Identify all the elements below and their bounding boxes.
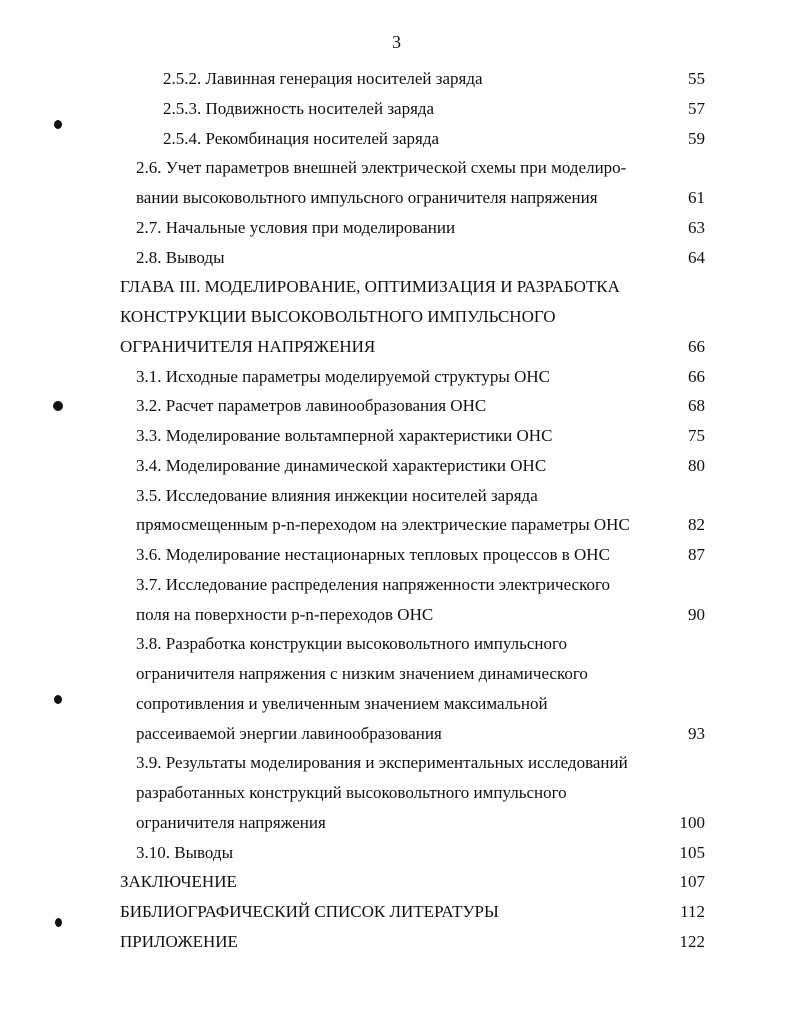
toc-entry-text: разработанных конструкций высоковольтного импульсного	[136, 783, 567, 802]
toc-entry-text: ПРИЛОЖЕНИЕ	[120, 932, 238, 951]
toc-entry-page: 64	[688, 248, 705, 267]
toc-entry-text: ограничителя напряжения	[136, 813, 326, 832]
scan-speck	[55, 918, 62, 927]
toc-entry-text: 2.5.2. Лавинная генерация носителей заряда	[163, 69, 483, 88]
toc-entry-text: 3.6. Моделирование нестационарных тепловых процессов в ОНС	[136, 545, 610, 564]
toc-entry-text: сопротивления и увеличенным значением максимальной	[136, 694, 548, 713]
toc-entry-text: рассеиваемой энергии лавинообразования	[136, 724, 442, 743]
toc-entry-text: 3.2. Расчет параметров лавинообразования ОНС	[136, 396, 487, 415]
toc-entry-page: 90	[688, 605, 705, 624]
toc-entry-page: 105	[679, 843, 705, 862]
toc-entry-page: 68	[688, 396, 705, 415]
toc-entry-page: 93	[688, 724, 705, 743]
toc-entry-text: 2.6. Учет параметров внешней электрической схемы при моделиро-	[136, 158, 627, 177]
scan-speck	[53, 401, 63, 411]
toc-entry-page: 63	[688, 218, 705, 237]
scan-speck	[54, 120, 62, 129]
toc-entry-text: БИБЛИОГРАФИЧЕСКИЙ СПИСОК ЛИТЕРАТУРЫ	[120, 902, 499, 921]
toc-entry-text: поля на поверхности p-n-переходов ОНС	[136, 605, 434, 624]
toc-entry-text: 2.7. Начальные условия при моделировании	[136, 218, 456, 237]
toc-entry-page: 107	[679, 872, 705, 891]
toc-entry-page: 61	[688, 188, 705, 207]
toc-entry-text: 2.5.4. Рекомбинация носителей заряда	[163, 129, 440, 148]
toc-entry-text: вании высоковольтного импульсного ограничителя напряжения	[136, 188, 598, 207]
toc-entry-text: 3.10. Выводы	[136, 843, 234, 862]
toc-entry-text: ограничителя напряжения с низким значением динамического	[136, 664, 588, 683]
toc-entry-page: 112	[680, 902, 705, 921]
toc-entry-page: 87	[688, 545, 705, 564]
scan-speck	[54, 695, 62, 704]
toc-entry-page: 82	[688, 515, 705, 534]
toc-entry-text: 3.1. Исходные параметры моделируемой структуры ОНС	[136, 367, 550, 386]
toc-entry-page: 122	[679, 932, 705, 951]
toc-entry-text: ЗАКЛЮЧЕНИЕ	[120, 872, 237, 891]
toc-entry-page: 75	[688, 426, 705, 445]
toc-entry-text: 3.3. Моделирование вольтамперной характеристики ОНС	[136, 426, 553, 445]
toc-entry-page: 100	[679, 813, 705, 832]
toc-entry-text: 3.8. Разработка конструкции высоковольтного импульсного	[136, 634, 568, 653]
toc-entry-text: 3.9. Результаты моделирования и экспериментальных исследований	[136, 753, 628, 772]
toc-entry-text: 3.4. Моделирование динамической характеристики ОНС	[136, 456, 547, 475]
toc-entry-text: 3.7. Исследование распределения напряженности электрического	[136, 575, 611, 594]
toc-entry-page: 55	[688, 69, 705, 88]
toc-entry-text: КОНСТРУКЦИИ ВЫСОКОВОЛЬТНОГО ИМПУЛЬСНОГО	[120, 307, 556, 326]
page-number: 3	[392, 32, 401, 52]
toc-entry-page: 57	[688, 99, 705, 118]
toc-entry-text: ОГРАНИЧИТЕЛЯ НАПРЯЖЕНИЯ	[120, 337, 376, 356]
toc-entry-text: 2.8. Выводы	[136, 248, 225, 267]
toc-entry-page: 66	[688, 367, 705, 386]
toc-entry-page: 66	[688, 337, 705, 356]
toc-entry-text: прямосмещенным p-n-переходом на электрические параметры ОНС	[136, 515, 630, 534]
toc-entry-text: ГЛАВА III. МОДЕЛИРОВАНИЕ, ОПТИМИЗАЦИЯ И РАЗРАБОТКА	[120, 277, 620, 296]
toc-entry-text: 2.5.3. Подвижность носителей заряда	[163, 99, 435, 118]
toc-entry-text: 3.5. Исследование влияния инжекции носителей заряда	[136, 486, 538, 505]
toc-entry-page: 59	[688, 129, 705, 148]
toc-entry-page: 80	[688, 456, 705, 475]
